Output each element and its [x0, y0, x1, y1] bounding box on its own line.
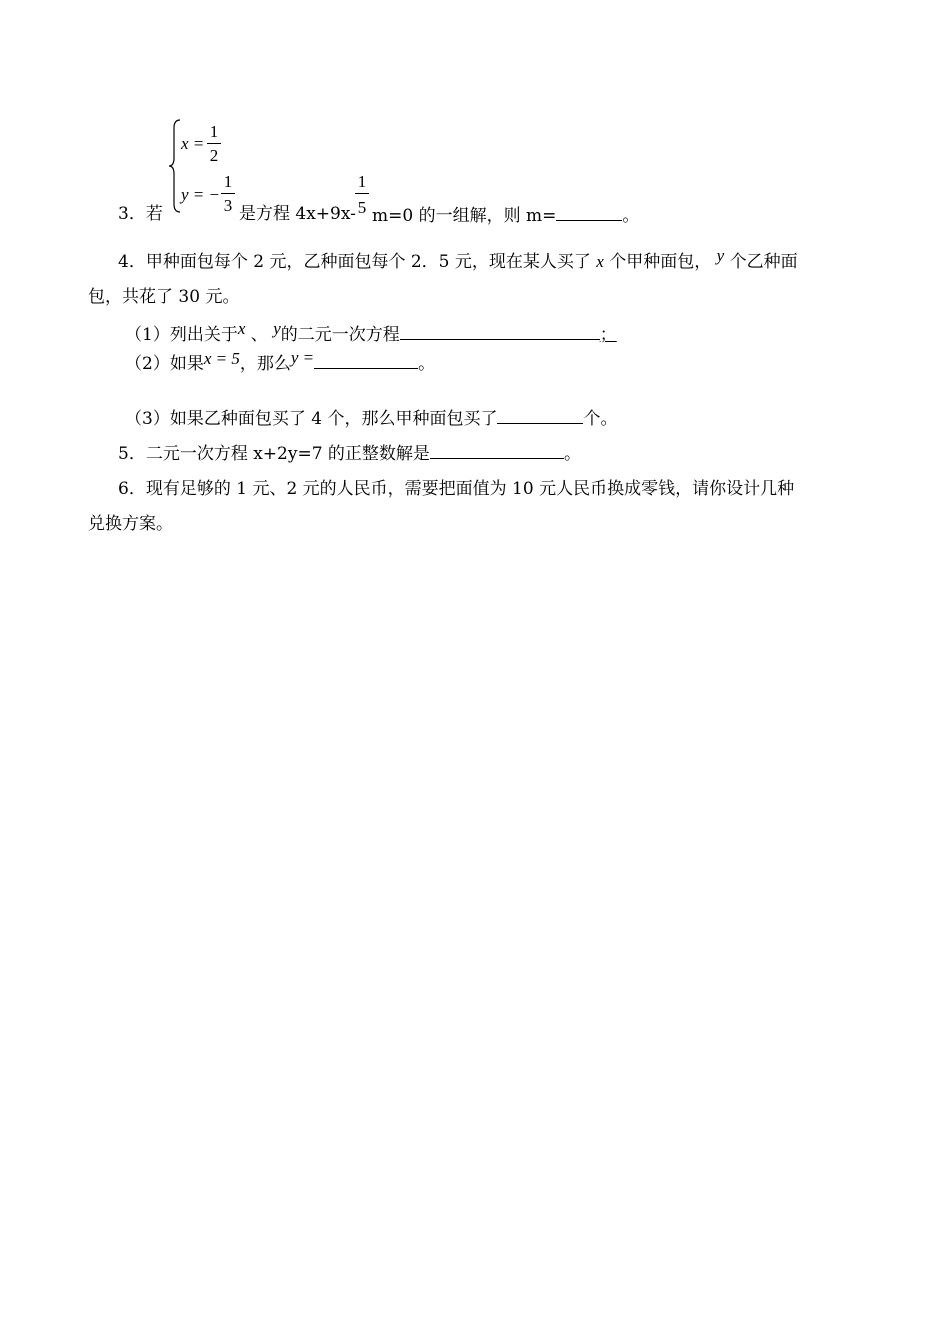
problem5 — [118, 442, 581, 464]
bread-count-answer-blank[interactable] — [497, 407, 583, 424]
part2-period: 。 — [418, 354, 436, 374]
equation-answer-blank[interactable] — [400, 323, 600, 340]
problem4-part3 — [125, 407, 617, 429]
problem4-part1 — [125, 319, 617, 345]
eq-x-numerator: 1 — [209, 122, 219, 141]
left-brace-icon — [168, 118, 182, 214]
var-y: y — [273, 319, 281, 338]
eq-y-var: y = − — [181, 185, 220, 204]
m-answer-blank[interactable] — [556, 204, 622, 221]
part2-text-a: （2）如果 — [125, 354, 204, 374]
problem4-line2: 包，共花了 30 元。 — [88, 287, 240, 307]
var-y: y — [716, 246, 725, 265]
part1-separator: 、 — [250, 325, 268, 345]
problem3-equation-text: 是方程 4x+9x- — [239, 204, 356, 224]
part3-text-b: 个。 — [583, 409, 618, 429]
problem3-period: 。 — [622, 206, 640, 226]
problem5-period: 。 — [563, 444, 581, 464]
part2-y-eq: y = — [290, 348, 315, 367]
part3-text-a: （3）如果乙种面包买了 4 个，那么甲种面包买了 — [125, 409, 498, 429]
var-x: x — [596, 252, 604, 271]
problem4-line1 — [118, 246, 798, 272]
eq-x-var: x = — [181, 134, 205, 153]
problem3-suffix — [372, 204, 639, 226]
problem6-line2: 兑换方案。 — [88, 514, 173, 534]
problem5-text: 5．二元一次方程 x+2y=7 的正整数解是 — [118, 444, 430, 464]
coef-fraction-bar — [355, 193, 369, 194]
problem4-part2 — [125, 348, 436, 374]
problem4-text-c: 个乙种面 — [729, 252, 798, 272]
problem3-suffix-text: m=0 的一组解，则 m= — [372, 206, 557, 226]
part1-semicolon: ； — [599, 325, 617, 345]
positive-integer-solutions-blank[interactable] — [430, 442, 564, 459]
eq-x-denominator: 2 — [209, 146, 219, 165]
part1-text-a: （1）列出关于 — [125, 325, 238, 345]
part2-condition: x = 5 — [203, 349, 240, 368]
eq-y-fraction-bar — [221, 193, 235, 194]
problem3-prefix: 3．若 — [118, 204, 163, 224]
problem4-text-b: 个甲种面包， — [609, 252, 712, 272]
problem6-line1: 6．现有足够的 1 元、2 元的人民币，需要把面值为 10 元人民币换成零钱，请你设计几种 — [118, 479, 795, 499]
problem4-text-a: 4．甲种面包每个 2 元，乙种面包每个 2．5 元，现在某人买了 — [118, 252, 591, 272]
coef-numerator: 1 — [357, 172, 367, 191]
y-value-answer-blank[interactable] — [314, 352, 418, 369]
coef-denominator: 5 — [357, 198, 367, 217]
eq-y-numerator: 1 — [223, 172, 233, 191]
var-x: x — [237, 319, 246, 338]
eq-y-denominator: 3 — [223, 196, 233, 215]
part2-text-b: ，那么 — [239, 354, 291, 374]
part1-text-b: 的二元一次方程 — [280, 325, 400, 345]
eq-x-fraction-bar — [207, 143, 221, 144]
